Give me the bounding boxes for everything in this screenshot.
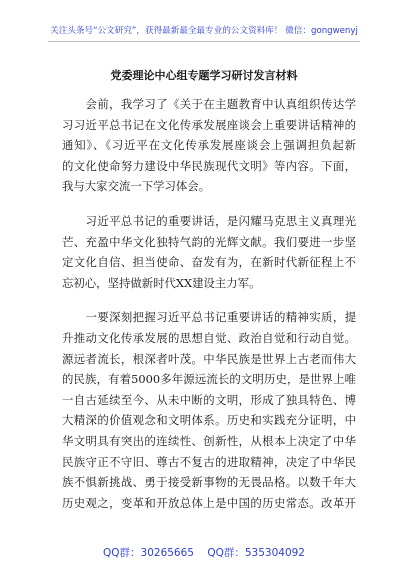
- text-line: 大精深的价值观念和文明体系。历史和实践充分证明，中: [62, 413, 356, 428]
- text-line: 习习近平总书记在文化传承发展座谈会上重要讲话精神的: [62, 117, 356, 132]
- text-line: 民族守正不守旧、尊古不复古的进取精神，决定了中华民: [62, 454, 356, 469]
- text-line: 族不惧新挑战、勇于接受新事物的无畏品格。以数千年大: [62, 475, 356, 490]
- text-line: 习近平总书记的重要讲话，是闪耀马克思主义真理光: [62, 213, 356, 228]
- text-line: 源远者流长，根深者叶茂。中华民族是世界上古老而伟大: [62, 351, 356, 366]
- text-line: 的文化使命努力建设中华民族现代文明》等内容。下面，: [62, 158, 356, 173]
- text-line: 会前，我学习了《关于在主题教育中认真组织传达学: [62, 97, 356, 111]
- header-divider: [48, 41, 360, 42]
- paragraph-3: [62, 307, 356, 513]
- text-line: 通知》、《习近平在文化传承发展座谈会上强调担负起新: [62, 138, 356, 153]
- text-line: 定文化自信、担当使命、奋发有为，在新时代新征程上不: [62, 255, 356, 270]
- header-note: 关注头条号“公文研究”，获得最新最全最专业的公文资料库！ 微信：gongwenyj: [50, 26, 358, 36]
- text-line: 一自古延续至今、从未中断的文明，形成了独具特色、博: [62, 392, 356, 407]
- footer-qq-group-1: QQ群：30265665: [103, 547, 194, 559]
- paragraph-2: [62, 211, 356, 293]
- text-line: 华文明具有突出的连续性、创新性，从根本上决定了中华: [62, 433, 356, 448]
- text-line: 忘初心，坚持做新时代XX建设主力军。: [62, 275, 261, 290]
- paragraph-1: [62, 94, 356, 197]
- document-body: [62, 94, 356, 527]
- text-line: 芒、充盈中华文化独特气韵的光辉文献。我们要进一步坚: [62, 234, 356, 249]
- text-line: 一要深刻把握习近平总书记重要讲话的精神实质，提: [62, 310, 356, 325]
- document-title: 党委理论中心组专题学习研讨发言材料: [110, 69, 298, 82]
- text-line: 升推动文化传承发展的思想自觉、政治自觉和行动自觉。: [62, 330, 356, 345]
- footer-qq-group-2: QQ群：535304092: [207, 547, 305, 559]
- text-line: 的民族，有着5000多年源远流长的文明历史，是世界上唯: [62, 372, 356, 387]
- footer-contacts: [0, 545, 408, 560]
- text-line: 我与大家交流一下学习体会。: [62, 179, 211, 194]
- text-line: 历史观之，变革和开放总体上是中国的历史常态。改革开: [62, 495, 356, 510]
